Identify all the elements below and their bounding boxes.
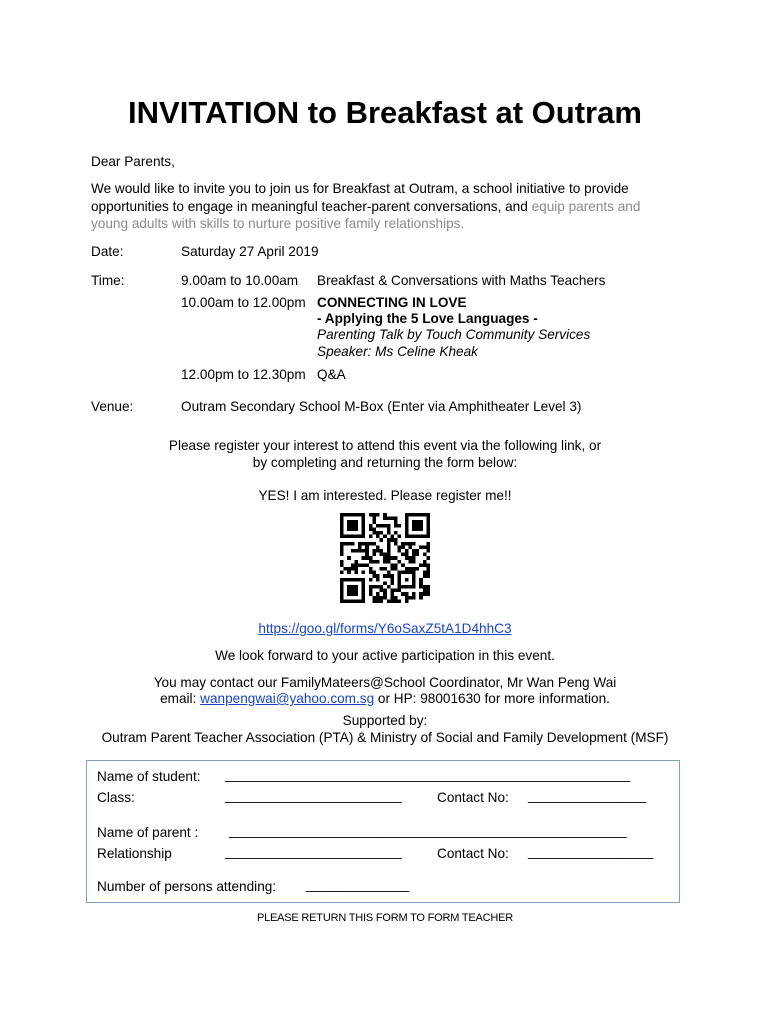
relationship-field[interactable]: ________________________ xyxy=(225,844,402,859)
return-form-note: PLEASE RETURN THIS FORM TO FORM TEACHER xyxy=(256,912,514,924)
venue-label: Venue: xyxy=(91,399,134,414)
intro-line-2-grey: equip parents and xyxy=(531,199,641,214)
student-name-label: Name of student: xyxy=(97,769,201,784)
persons-attending-label: Number of persons attending: xyxy=(97,879,277,894)
time-label: Time: xyxy=(91,273,125,288)
register-yes: YES! I am interested. Please register me!! xyxy=(258,488,512,503)
parent-name-label: Name of parent : xyxy=(97,825,199,840)
page-title: INVITATION to Breakfast at Outram xyxy=(128,95,642,130)
date-label: Date: xyxy=(91,244,124,259)
intro-line-2 xyxy=(91,198,640,215)
time-slot-1: 9.00am to 10.00am xyxy=(181,273,299,288)
parent-contact-no-field[interactable]: _________________ xyxy=(528,844,654,859)
talk-subtitle: - Applying the 5 Love Languages - xyxy=(317,311,538,326)
greeting: Dear Parents, xyxy=(91,154,175,169)
student-name-field[interactable]: _______________________________________________________ xyxy=(225,767,630,782)
class-field[interactable]: ________________________ xyxy=(225,788,402,803)
contact-no-field[interactable]: ________________ xyxy=(528,788,646,803)
date-value: Saturday 27 April 2019 xyxy=(181,244,319,259)
email-label: email: xyxy=(160,691,201,706)
contact-no-label: Contact No: xyxy=(437,790,509,805)
talk-speaker: Speaker: Ms Celine Kheak xyxy=(317,344,478,359)
contact-line-2 xyxy=(0,690,770,707)
persons-attending-field[interactable]: ______________ xyxy=(306,877,410,892)
time-slot-2: 10.00am to 12.00pm xyxy=(181,295,306,310)
closing-text: We look forward to your active participation in this event. xyxy=(215,648,555,663)
time-slot-3: 12.00pm to 12.30pm xyxy=(181,367,306,382)
supported-by-label: Supported by: xyxy=(342,713,428,728)
parent-name-field[interactable]: ______________________________________________________ xyxy=(229,823,627,838)
time-slot-3-desc: Q&A xyxy=(317,367,346,382)
time-slot-1-desc: Breakfast & Conversations with Maths Teachers xyxy=(317,273,606,288)
register-link[interactable]: https://goo.gl/forms/Y6oSaxZ5tA1D4hhC3 xyxy=(258,621,512,636)
register-line-1: Please register your interest to attend this event via the following link, or xyxy=(168,438,602,453)
intro-line-1: We would like to invite you to join us for Breakfast at Outram, a school initiative to provide xyxy=(91,181,629,196)
intro-line-2-main: opportunities to engage in meaningful teacher-parent conversations, and xyxy=(91,199,532,214)
contact-phone: or HP: 98001630 for more information. xyxy=(374,691,610,706)
talk-provider: Parenting Talk by Touch Community Services xyxy=(317,327,591,342)
relationship-label: Relationship xyxy=(97,846,172,861)
email-link[interactable]: wanpengwai@yahoo.com.sg xyxy=(200,691,375,706)
parent-contact-no-label: Contact No: xyxy=(437,846,509,861)
intro-line-3: young adults with skills to nurture positive family relationships. xyxy=(91,216,465,231)
register-line-2: by completing and returning the form below: xyxy=(252,455,518,470)
class-label: Class: xyxy=(97,790,135,805)
qr-code[interactable] xyxy=(340,513,430,603)
talk-title: CONNECTING IN LOVE xyxy=(317,295,467,310)
supporting-organisations: Outram Parent Teacher Association (PTA) & Ministry of Social and Family Development (MSF) xyxy=(101,730,669,745)
contact-line-1: You may contact our FamilyMateers@School Coordinator, Mr Wan Peng Wai xyxy=(153,675,617,690)
venue-value: Outram Secondary School M-Box (Enter via Amphitheater Level 3) xyxy=(181,399,582,414)
